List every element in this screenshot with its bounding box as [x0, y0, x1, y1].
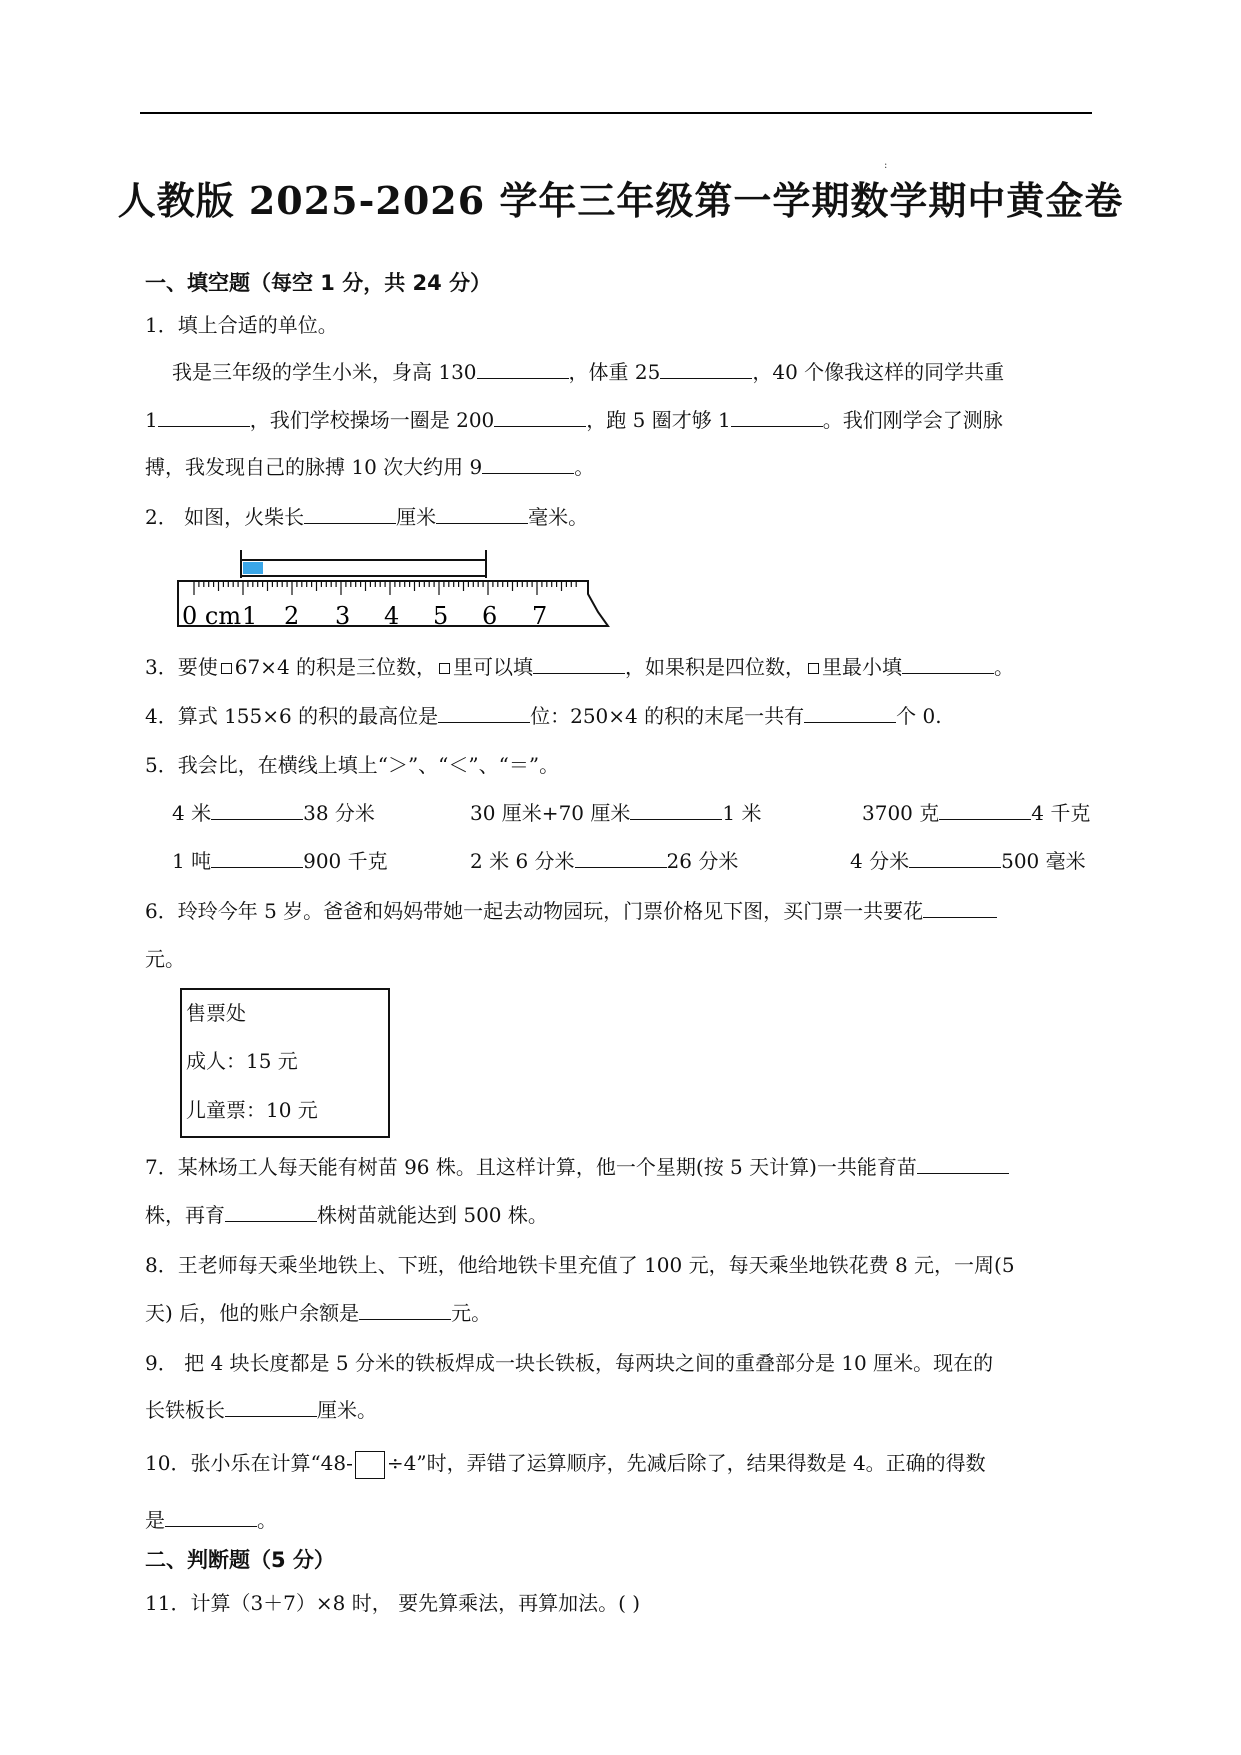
- q3-text: 里可以填: [453, 655, 534, 679]
- q10-text: 10．张小乐在计算“48-: [145, 1451, 353, 1475]
- q1-line1: [172, 357, 1106, 387]
- q9-text: 长铁板长: [145, 1398, 225, 1422]
- q1-line2: [145, 405, 1106, 435]
- q7-text: 株，再育: [145, 1203, 225, 1227]
- q1-text: 。我们刚学会了测脉: [822, 408, 1003, 432]
- q1-text: ，我们学校操场一圈是 200: [249, 408, 495, 432]
- answer-blank[interactable]: [211, 799, 303, 820]
- q4-line: [145, 701, 1106, 731]
- compare-left: 1 吨: [172, 849, 212, 873]
- q5-prompt: 5．我会比，在横线上填上“＞”、“＜”、“＝”。: [145, 753, 560, 777]
- answer-blank[interactable]: [477, 358, 569, 379]
- q3-text: 3．要使: [145, 655, 218, 679]
- ruler-label-1: 1: [242, 602, 258, 630]
- q8-text: 元。: [451, 1301, 492, 1325]
- compare-left: 2 米 6 分米: [470, 849, 575, 873]
- answer-blank[interactable]: [731, 406, 823, 427]
- q1-text: ，跑 5 圈才够 1: [586, 408, 731, 432]
- square-placeholder-icon: [808, 663, 819, 674]
- q7-text: 7．某林场工人每天能有树苗 96 株。且这样计算，他一个星期(按 5 天计算)一共能育苗: [145, 1155, 917, 1179]
- q4-text: 4．算式 155×6 的积的最高位是: [145, 704, 439, 728]
- ruler-label-6: 6: [482, 602, 498, 630]
- answer-blank[interactable]: [630, 799, 722, 820]
- answer-blank[interactable]: [438, 702, 530, 723]
- q7-text: 株树苗就能达到 500 株。: [317, 1203, 548, 1227]
- q3-text: 。: [994, 655, 1015, 679]
- ruler-label-2: 2: [284, 602, 300, 630]
- q2-text: 毫米。: [528, 505, 589, 529]
- section1-heading: 一、填空题（每空 1 分，共 24 分）: [145, 271, 492, 295]
- answer-blank[interactable]: [923, 897, 997, 918]
- compare-left: 3700 克: [862, 801, 940, 825]
- q2-line: [145, 502, 1106, 532]
- compare-item: [862, 798, 1090, 828]
- q8-text: 天) 后，他的账户余额是: [145, 1301, 360, 1325]
- compare-item: [850, 846, 1086, 876]
- q9-line1: 9． 把 4 块长度都是 5 分米的铁板焊成一块长铁板，每两块之间的重叠部分是 10 厘米。现在的: [145, 1351, 994, 1375]
- answer-blank[interactable]: [158, 406, 250, 427]
- compare-left: 4 米: [172, 801, 212, 825]
- answer-blank[interactable]: [225, 1201, 317, 1222]
- header-rule: [140, 112, 1092, 114]
- compare-item: [172, 846, 388, 876]
- answer-blank[interactable]: [575, 847, 667, 868]
- compare-right: 1 米: [722, 801, 762, 825]
- ruler-label-3: 3: [335, 602, 351, 630]
- ruler-ticks: [194, 581, 576, 595]
- ticket-adult: 成人：15 元: [186, 1049, 298, 1073]
- q7-line1: [145, 1152, 1106, 1182]
- q1-line3: [145, 452, 1106, 482]
- q11-line: 11．计算（3＋7）×8 时， 要先算乘法，再算加法。( ): [145, 1591, 641, 1615]
- q7-line2: [145, 1200, 1106, 1230]
- q6-line2: 元。: [145, 947, 185, 971]
- answer-blank[interactable]: [902, 653, 994, 674]
- q9-line2: [145, 1395, 1106, 1425]
- q9-text: 厘米。: [317, 1398, 377, 1422]
- ticket-price-box: [180, 988, 390, 1138]
- answer-box[interactable]: [355, 1451, 385, 1479]
- compare-left: 30 厘米+70 厘米: [470, 801, 631, 825]
- answer-blank[interactable]: [533, 653, 625, 674]
- compare-left: 4 分米: [850, 849, 910, 873]
- q10-line2: [145, 1505, 1106, 1535]
- page-title: 人教版 2025-2026 学年三年级第一学期数学期中黄金卷: [117, 178, 1124, 223]
- q8-line1: 8．王老师每天乘坐地铁上、下班，他给地铁卡里充值了 100 元，每天乘坐地铁花费 8 元，一周(5: [145, 1253, 1015, 1277]
- answer-blank[interactable]: [211, 847, 303, 868]
- answer-blank[interactable]: [482, 453, 574, 474]
- compare-right: 4 千克: [1031, 801, 1091, 825]
- q8-line2: [145, 1298, 1106, 1328]
- q1-text: 搏，我发现自己的脉搏 10 次大约用 9: [145, 455, 483, 479]
- answer-blank[interactable]: [804, 702, 896, 723]
- answer-blank[interactable]: [359, 1299, 451, 1320]
- answer-blank[interactable]: [165, 1506, 257, 1527]
- q3-line: [145, 652, 1106, 682]
- ruler-figure: [170, 548, 610, 630]
- ticket-title: 售票处: [186, 1001, 246, 1025]
- ruler-label-4: 4: [384, 602, 400, 630]
- q3-text: 67×4 的积是三位数，: [234, 655, 437, 679]
- answer-blank[interactable]: [917, 1153, 1009, 1174]
- compare-item: [470, 798, 761, 828]
- square-placeholder-icon: [221, 663, 232, 674]
- ruler-label-0: 0 cm: [182, 602, 242, 630]
- q4-text: 位：250×4 的积的末尾一共有: [530, 704, 805, 728]
- answer-blank[interactable]: [939, 799, 1031, 820]
- matchstick: [241, 560, 486, 576]
- q6-text: 6．玲玲今年 5 岁。爸爸和妈妈带她一起去动物园玩，门票价格见下图，买门票一共要花: [145, 899, 924, 923]
- answer-blank[interactable]: [494, 406, 586, 427]
- q10-text: 。: [257, 1508, 277, 1532]
- compare-item: [470, 846, 738, 876]
- q1-text: 我是三年级的学生小米，身高 130: [172, 360, 477, 384]
- compare-item: [172, 798, 375, 828]
- corner-mark: :: [884, 160, 888, 171]
- q2-text: 2． 如图，火柴长: [145, 505, 305, 529]
- compare-right: 38 分米: [303, 801, 375, 825]
- q10-text: 是: [145, 1508, 165, 1532]
- ruler-label-5: 5: [433, 602, 449, 630]
- q1-text: ，40 个像我这样的同学共重: [752, 360, 1005, 384]
- q3-text: 里最小填: [822, 655, 903, 679]
- section2-heading: 二、判断题（5 分）: [145, 1548, 335, 1572]
- answer-blank[interactable]: [660, 358, 752, 379]
- ruler-label-7: 7: [532, 602, 548, 630]
- q6-line1: [145, 896, 1106, 926]
- q1-text: 。: [574, 455, 595, 479]
- q3-text: ，如果积是四位数，: [625, 655, 806, 679]
- compare-right: 900 千克: [303, 849, 388, 873]
- match-head: [243, 562, 263, 574]
- answer-blank[interactable]: [225, 1396, 317, 1417]
- q4-text: 个 0.: [896, 704, 942, 728]
- compare-right: 500 毫米: [1001, 849, 1086, 873]
- compare-right: 26 分米: [666, 849, 739, 873]
- q1-text: 1: [145, 408, 158, 432]
- answer-blank[interactable]: [909, 847, 1001, 868]
- ticket-child: 儿童票：10 元: [186, 1098, 318, 1122]
- q10-text: ÷4”时，弄错了运算顺序，先减后除了，结果得数是 4。正确的得数: [386, 1451, 986, 1475]
- q10-line1: [145, 1448, 1106, 1479]
- square-placeholder-icon: [439, 663, 450, 674]
- answer-blank[interactable]: [436, 503, 528, 524]
- answer-blank[interactable]: [304, 503, 396, 524]
- q2-text: 厘米: [396, 505, 437, 529]
- q1-text: ，体重 25: [568, 360, 661, 384]
- q1-prompt: 1．填上合适的单位。: [145, 313, 338, 337]
